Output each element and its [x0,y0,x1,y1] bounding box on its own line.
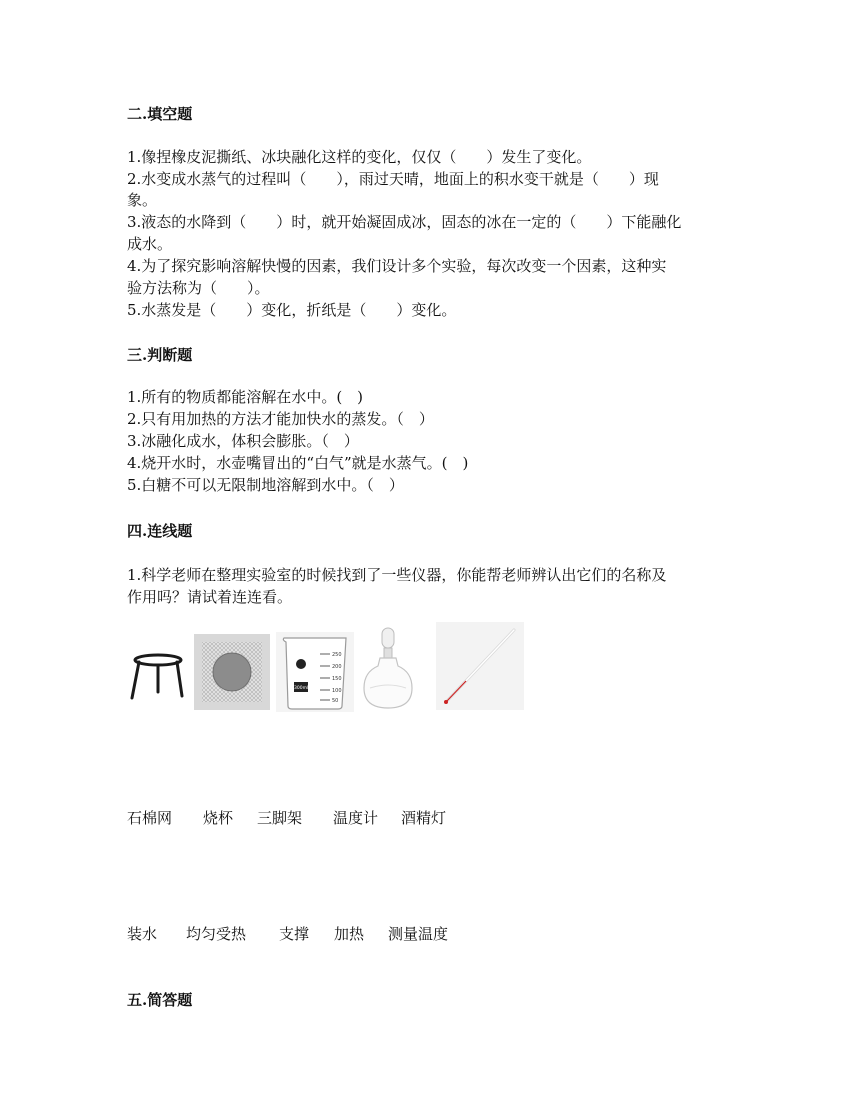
beaker-volume-label: 300ml [294,686,309,691]
section-title-judgement: 三.判断题 [127,346,193,364]
beaker-image [276,632,354,712]
name-beaker: 烧杯 [203,809,234,827]
fill-in-line-4-cont: 验方法称为（ ）。 [127,279,270,297]
judgement-line-1: 1.所有的物质都能溶解在水中。( ) [127,388,364,406]
fill-in-line-4: 4.为了探究影响溶解快慢的因素，我们设计多个实验，每次改变一个因素，这种实 [127,257,667,275]
fill-in-line-2-cont: 象。 [127,191,158,209]
fill-in-line-3-cont: 成水。 [127,235,173,253]
use-hold-water: 装水 [127,925,158,943]
tripod-image [127,622,187,714]
thermometer-image [436,622,524,710]
beaker-mark-150: 150 [332,676,342,682]
fill-in-line-5: 5.水蒸发是（ ）变化，折纸是（ ）变化。 [127,301,457,319]
alcohol-lamp-image [358,622,418,714]
judgement-line-4: 4.烧开水时，水壶嘴冒出的“白气”就是水蒸气。( ) [127,454,469,472]
name-tripod: 三脚架 [257,809,303,827]
use-support: 支撑 [279,925,310,943]
use-heating: 加热 [334,925,365,943]
name-alcohol-lamp: 酒精灯 [401,809,447,827]
judgement-line-5: 5.白糖不可以无限制地溶解到水中。（ ） [127,476,404,494]
section-title-short-answer: 五.简答题 [127,991,193,1009]
beaker-mark-50: 50 [332,698,339,704]
judgement-line-3: 3.冰融化成水，体积会膨胀。（ ） [127,432,359,450]
use-measure-temperature: 测量温度 [388,925,449,943]
matching-line-1: 1.科学老师在整理实验室的时候找到了一些仪器，你能帮老师辨认出它们的名称及 [127,566,667,584]
matching-line-2: 作用吗？请试着连连看。 [127,588,293,606]
section-title-fill-in: 二.填空题 [127,105,193,123]
fill-in-line-1: 1.像捏橡皮泥撕纸、冰块融化这样的变化，仅仅（ ）发生了变化。 [127,148,592,166]
section-title-matching: 四.连线题 [127,522,193,540]
beaker-mark-100: 100 [332,688,342,694]
instrument-images [127,622,547,714]
beaker-mark-200: 200 [332,664,342,670]
use-even-heating: 均匀受热 [186,925,247,943]
judgement-line-2: 2.只有用加热的方法才能加快水的蒸发。（ ） [127,410,434,428]
fill-in-line-3: 3.液态的水降到（ ）时，就开始凝固成冰，固态的冰在一定的（ ）下能融化 [127,213,682,231]
beaker-mark-250: 250 [332,652,342,658]
asbestos-net-image [194,634,270,710]
name-asbestos-net: 石棉网 [127,809,173,827]
name-thermometer: 温度计 [333,809,379,827]
fill-in-line-2: 2.水变成水蒸气的过程叫（ ），雨过天晴，地面上的积水变干就是（ ）现 [127,170,659,188]
